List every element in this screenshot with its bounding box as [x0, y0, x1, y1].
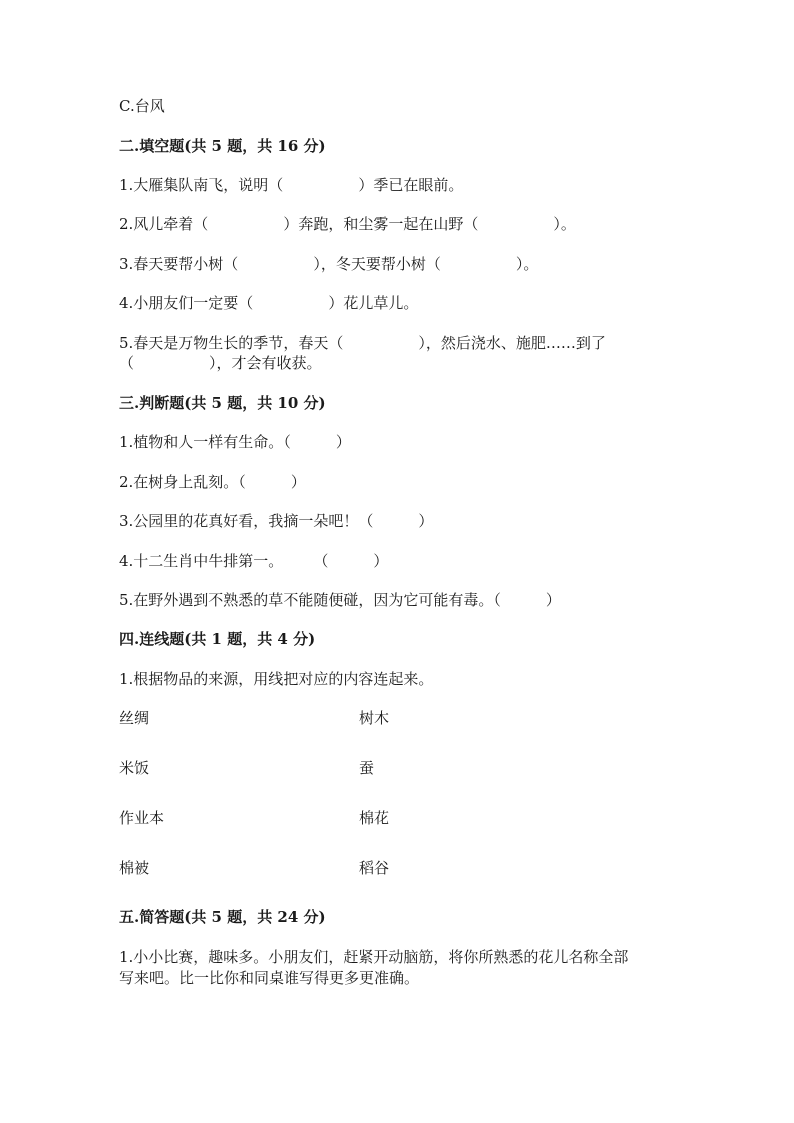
match-question-1: 1.根据物品的来源，用线把对应的内容连起来。 [119, 670, 434, 688]
section-fill-heading: 二.填空题(共 5 题，共 16 分) [119, 137, 326, 155]
fill-question-5-line-2: （ ），才会有收获。 [119, 354, 322, 372]
section-short-heading: 五.简答题(共 5 题，共 24 分) [119, 908, 326, 926]
fill-question-4: 4.小朋友们一定要（ ）花儿草儿。 [119, 294, 419, 312]
fill-question-2: 2.风儿牵着（ ）奔跑，和尘雾一起在山野（ ）。 [119, 215, 576, 233]
fill-question-3: 3.春天要帮小树（ ），冬天要帮小树（ ）。 [119, 255, 539, 273]
section-judge-heading: 三.判断题(共 5 题，共 10 分) [119, 394, 326, 412]
judge-question-3: 3.公园里的花真好看，我摘一朵吧！（ ） [119, 512, 434, 530]
match-right-item: 稻谷 [359, 859, 390, 877]
judge-question-2: 2.在树身上乱刻。（ ） [119, 473, 306, 491]
short-question-1-line-2: 写来吧。比一比你和同桌谁写得更多更准确。 [119, 969, 420, 987]
section-match-heading: 四.连线题(共 1 题，共 4 分) [119, 630, 316, 648]
match-left-item: 米饭 [119, 759, 150, 777]
judge-question-1: 1.植物和人一样有生命。（ ） [119, 433, 351, 451]
match-right-item: 树木 [359, 709, 390, 727]
short-question-1-line-1: 1.小小比赛，趣味多。小朋友们，赶紧开动脑筋，将你所熟悉的花儿名称全部 [119, 948, 629, 966]
judge-question-5: 5.在野外遇到不熟悉的草不能随便碰，因为它可能有毒。（ ） [119, 591, 561, 609]
match-right-item: 棉花 [359, 809, 390, 827]
option-c: C.台风 [119, 97, 165, 115]
judge-question-4: 4.十二生肖中牛排第一。 （ ） [119, 552, 389, 570]
fill-question-1: 1.大雁集队南飞，说明（ ）季已在眼前。 [119, 176, 464, 194]
fill-question-5-line-1: 5.春天是万物生长的季节，春天（ ），然后浇水、施肥……到了 [119, 334, 606, 352]
match-right-item: 蚕 [359, 759, 375, 777]
match-left-item: 丝绸 [119, 709, 150, 727]
match-left-item: 作业本 [119, 809, 165, 827]
match-left-item: 棉被 [119, 859, 150, 877]
